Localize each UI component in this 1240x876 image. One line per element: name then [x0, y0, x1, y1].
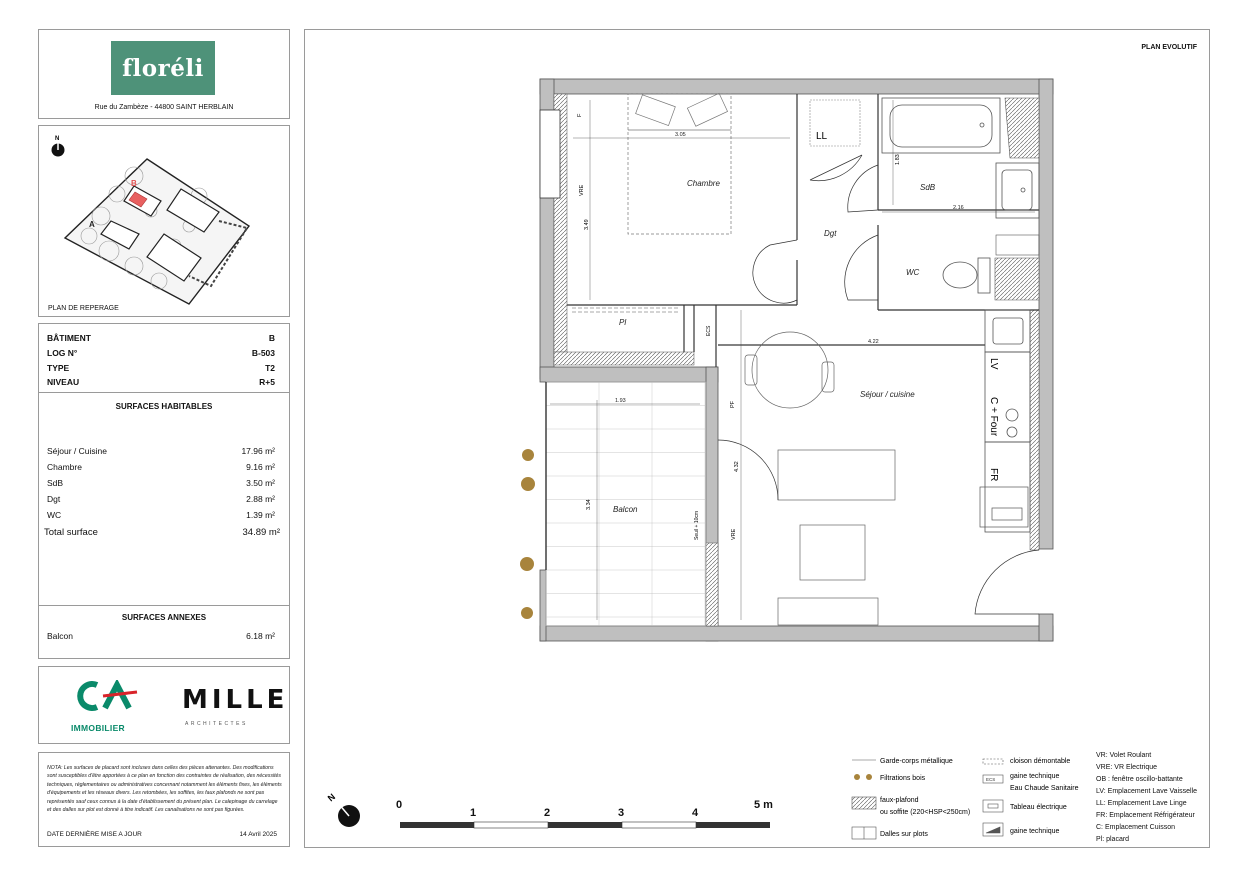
coffee-table-icon: [800, 525, 865, 580]
room-balcon: Balcon: [613, 505, 638, 514]
dim-349: 3.49: [584, 219, 590, 230]
plan-title: PLAN EVOLUTIF: [1141, 44, 1197, 51]
tv-unit-icon: [778, 598, 878, 625]
legend-abbrev: OB : fenêtre oscillo-battante: [1096, 776, 1183, 783]
wc-door-icon: [845, 235, 878, 300]
scale-north-arrow-icon: [338, 803, 360, 827]
room-sejour: Séjour / cuisine: [860, 390, 915, 399]
room-wc: WC: [906, 268, 920, 277]
total-label: Total surface: [44, 527, 98, 538]
legend-abbrev: FR: Emplacement Réfrigérateur: [1096, 812, 1195, 819]
legend-abbrev: VRE: VR Electrique: [1096, 764, 1158, 771]
ca-immobilier: IMMOBILIER: [71, 723, 125, 733]
bedroom-door-icon: [753, 240, 797, 303]
legend-item: Dalles sur plots: [880, 831, 928, 838]
balcony-door-icon: [718, 440, 778, 500]
legend-symbols: [852, 759, 1003, 839]
info-label: BÂTIMENT: [47, 333, 91, 343]
tag-vre-2: VRE: [731, 528, 737, 540]
date-value: 14 Avril 2025: [239, 831, 277, 838]
room-chambre: Chambre: [687, 179, 720, 188]
toilet-icon: [943, 258, 990, 293]
building-b-label: B: [131, 179, 137, 188]
surface-label: Séjour / Cuisine: [47, 446, 108, 456]
balcony-tiles: [546, 382, 706, 626]
closet-icon: [572, 308, 680, 312]
scale-label-3: 3: [618, 807, 625, 819]
annex-label: Balcon: [47, 631, 73, 641]
sdb-door-icon: [848, 165, 878, 212]
surface-value: 1.39 m²: [246, 510, 275, 520]
room-pl: Pl: [619, 318, 627, 327]
room-fr: FR: [988, 468, 999, 482]
legend-abbrev: C: Emplacement Cuisson: [1096, 824, 1175, 831]
electrical-panel-icon: [980, 487, 1028, 527]
entry-door-icon: [975, 550, 1039, 614]
floreli-logo: floréli: [111, 41, 215, 95]
scale-north: N: [325, 791, 338, 804]
legend-ecs-tag: ECS: [986, 777, 996, 782]
dining-table-icon: [745, 332, 834, 408]
info-value: R+5: [259, 377, 275, 387]
legend-item: ou soffite (220<HSP<250cm): [880, 809, 971, 816]
scale-label-2: 2: [544, 807, 551, 819]
info-value: B: [268, 333, 275, 343]
date-label: DATE DERNIÈRE MISE A JOUR: [47, 831, 142, 838]
dim-422: 4.22: [868, 339, 879, 345]
sofa-icon: [778, 450, 895, 500]
info-value: B-503: [251, 348, 275, 358]
legend-item: gaine technique: [1010, 773, 1060, 780]
scale-bar: [400, 822, 770, 828]
legend-item: Garde-corps métallique: [880, 758, 953, 765]
window: [540, 110, 560, 198]
dim-193: 1.93: [615, 398, 626, 404]
scale-label-0: 0: [396, 799, 403, 811]
annexes-title: SURFACES ANNEXES: [121, 613, 207, 622]
building-a-label: A: [89, 220, 95, 229]
bed-icon: [628, 93, 731, 234]
false-ceiling-symbol-icon: [852, 797, 876, 809]
legend-abbrev: LV: Emplacement Lave Vaisselle: [1096, 788, 1198, 795]
locator-label: PLAN DE REPERAGE: [48, 305, 119, 312]
filtration-symbol-icon: [854, 774, 860, 780]
interior-walls: [567, 94, 1039, 367]
info-label: TYPE: [47, 363, 70, 373]
tag-pf: PF: [730, 400, 736, 408]
address: Rue du Zambèze - 44800 SAINT HERBLAIN: [94, 104, 234, 111]
legend-item: Tableau électrique: [1010, 804, 1067, 811]
scale-label-4: 4: [692, 807, 699, 819]
surface-label: Chambre: [47, 462, 82, 472]
mille-architectes: ARCHITECTES: [185, 721, 248, 727]
room-dgt: Dgt: [824, 229, 837, 238]
dim-334: 3.34: [586, 499, 592, 510]
legend-item: cloison démontable: [1010, 758, 1071, 765]
legend-abbrev: Pl: placard: [1096, 836, 1130, 843]
room-ll: LL: [816, 131, 828, 142]
tag-seuil: Seuil + 10cm: [694, 510, 700, 540]
bathtub-icon: [882, 98, 1000, 153]
total-value: 34.89 m²: [242, 527, 280, 538]
surface-label: Dgt: [47, 494, 61, 504]
dim-432: 4.32: [734, 461, 740, 472]
surface-label: SdB: [47, 478, 64, 488]
room-lv: LV: [988, 358, 999, 370]
surface-value: 2.88 m²: [246, 494, 275, 504]
cabinet-icon: [996, 235, 1039, 255]
legend-item: faux-plafond: [880, 797, 919, 804]
dim-216: 2.16: [953, 205, 964, 211]
info-value: T2: [265, 363, 275, 373]
surfaces-title: SURFACES HABITABLES: [115, 402, 213, 411]
dim-305: 3.05: [675, 132, 686, 138]
tag-f: F: [577, 113, 583, 117]
dim-183: 1.83: [895, 154, 901, 165]
info-label: LOG N°: [47, 348, 78, 358]
tag-vre-1: VRE: [579, 184, 585, 196]
info-label: NIVEAU: [47, 377, 80, 387]
washbasin-icon: [995, 258, 1039, 300]
surface-value: 9.16 m²: [246, 462, 275, 472]
mille-logo: MILLE: [182, 685, 289, 715]
surface-value: 17.96 m²: [241, 446, 275, 456]
shower-screen-icon: [1005, 98, 1039, 158]
legend-item: Filtrations bois: [880, 775, 926, 782]
tag-ecs: ECS: [706, 325, 712, 336]
legend-abbrev: LL: Emplacement Lave Linge: [1096, 800, 1187, 807]
wood-filtration-icons: [520, 449, 535, 619]
annex-value: 6.18 m²: [246, 631, 275, 641]
partition-symbol-icon: [983, 759, 1003, 764]
scale-label-1: 1: [470, 807, 477, 819]
room-sdb: SdB: [920, 183, 936, 192]
surface-label: WC: [47, 510, 62, 520]
legend-item: Eau Chaude Sanitaire: [1010, 785, 1079, 792]
surface-value: 3.50 m²: [246, 478, 275, 488]
scale-label-5: 5 m: [754, 799, 773, 811]
room-c-four: C + Four: [988, 397, 999, 437]
legend-item: gaine technique: [1010, 828, 1060, 835]
note-text: NOTA: Les surfaces de placard sont incluses dans celles des pièces attenantes. Des modifications sont susceptibles d'être apportées à ce plan en fonction des contraintes de réalisation, des nécessités techniques, réglementaires ou administratives concernant notamment les éléments fixes, les éléments d'équipements et les réseaux divers. Les retombées, les soffites, les faux plafonds ne sont pas représentés sauf ceux connus à la date d'établissement du présent plan. Le calepinage du carrelage et des dalles sur plot est donné à titre indicatif. Les canalisations ne sont pas figurées.: [47, 765, 282, 814]
balcony-grid: [546, 382, 706, 626]
locator-north: N: [55, 136, 60, 142]
dgt-door-icon: [810, 155, 862, 181]
legend-abbrev: VR: Volet Roulant: [1096, 752, 1152, 759]
panel-symbol-icon: [983, 800, 1003, 812]
